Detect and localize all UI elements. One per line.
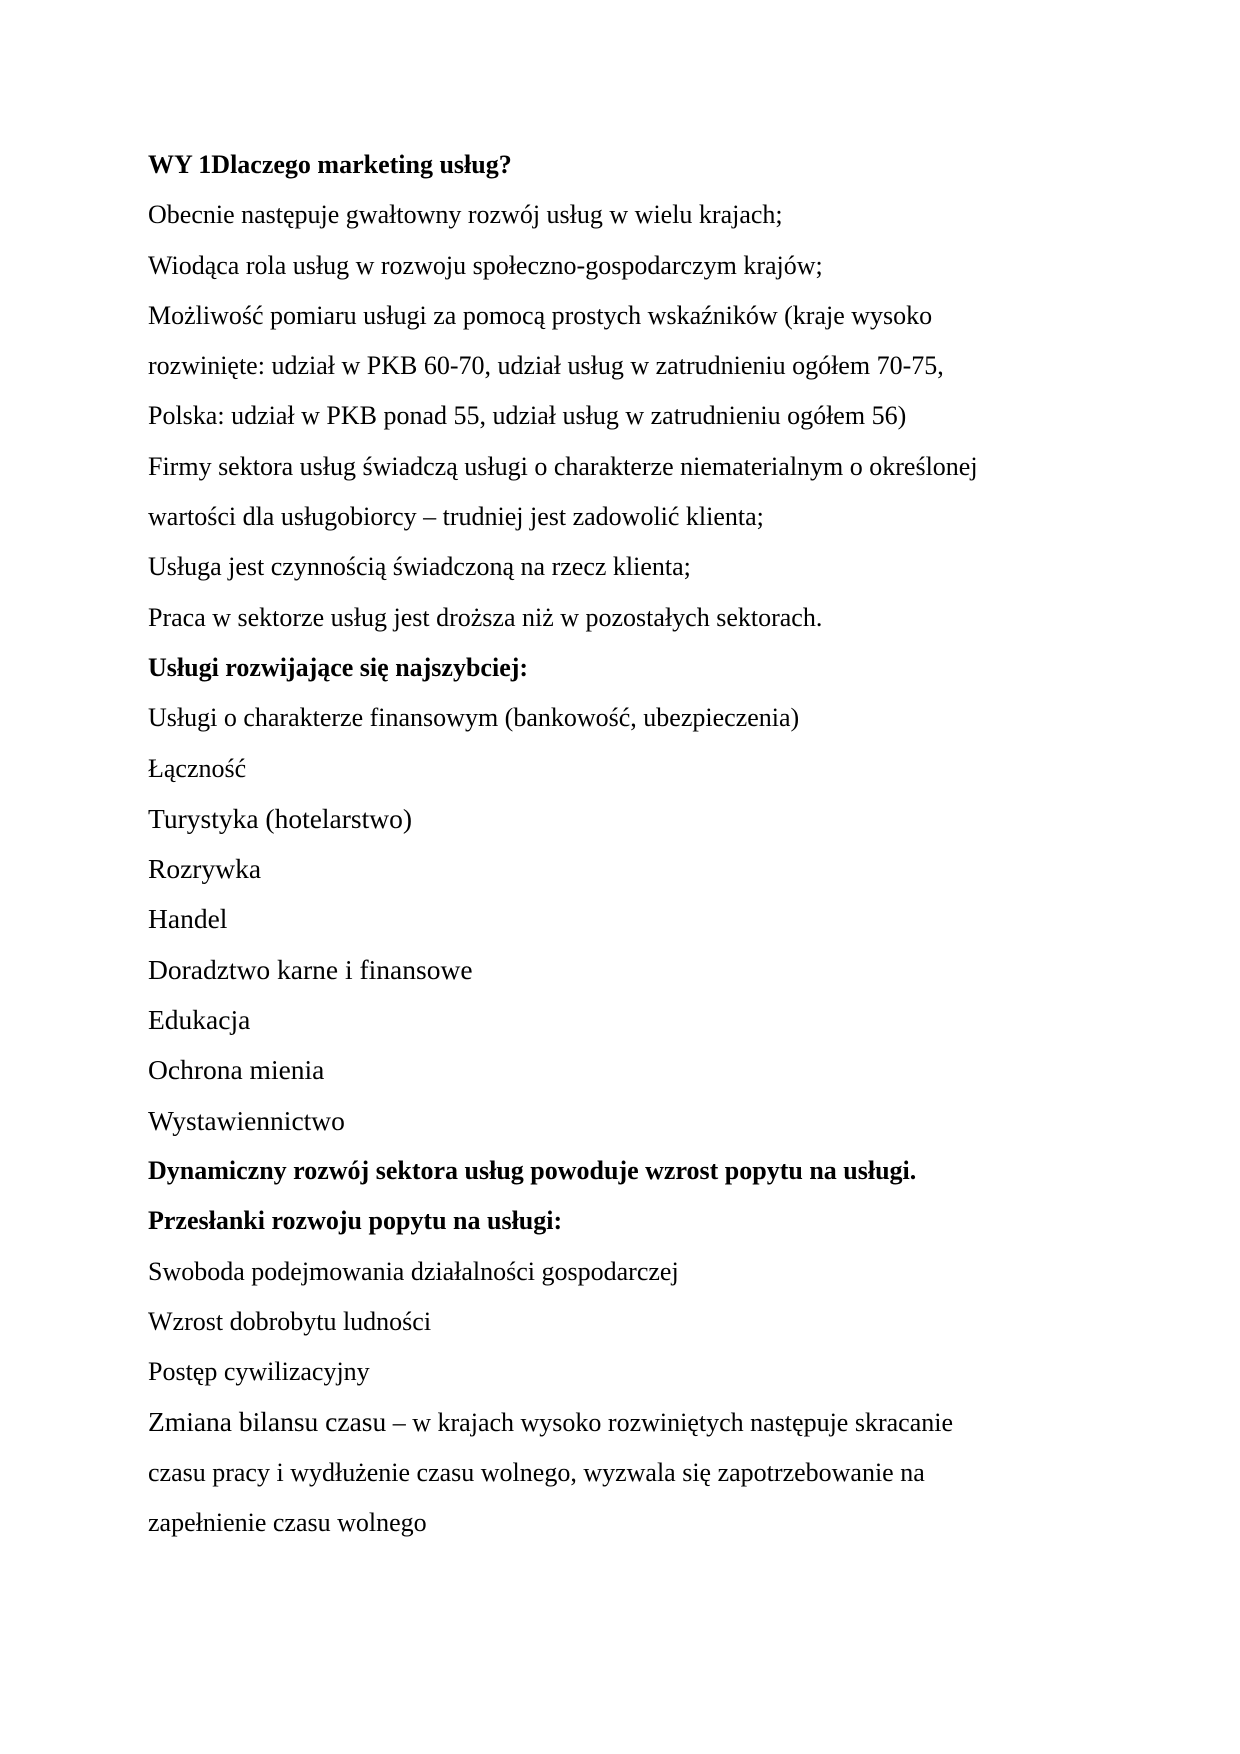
time-balance-line xyxy=(148,1397,1148,1447)
list-item: Handel xyxy=(148,903,228,935)
paragraph-line: Usługa jest czynnością świadczoną na rzecz klienta; xyxy=(148,552,691,582)
list-item: Łączność xyxy=(148,753,247,783)
paragraph-line: zapełnienie czasu wolnego xyxy=(148,1508,427,1538)
list-item: Swoboda podejmowania działalności gospodarczej xyxy=(148,1256,679,1286)
time-balance-text: – w krajach wysoko rozwiniętych następuje skracanie xyxy=(386,1408,953,1438)
section-heading-fastest: Usługi rozwijające się najszybciej: xyxy=(148,652,529,682)
list-item: Usługi o charakterze finansowym (bankowość, ubezpieczenia) xyxy=(148,703,800,733)
paragraph-line: czasu pracy i wydłużenie czasu wolnego, wyzwala się zapotrzebowanie na xyxy=(148,1457,925,1487)
list-item: Ochrona mienia xyxy=(148,1054,325,1086)
list-item: Rozrywka xyxy=(148,853,262,885)
document-title: WY 1Dlaczego marketing usług? xyxy=(148,150,512,179)
list-item: Postęp cywilizacyjny xyxy=(148,1357,370,1387)
list-item: Wystawiennictwo xyxy=(148,1104,345,1136)
time-balance-term: Zmiana bilansu czasu xyxy=(148,1406,387,1438)
paragraph-line: Wiodąca rola usług w rozwoju społeczno-gospodarczym krajów; xyxy=(148,250,823,280)
paragraph-line: Możliwość pomiaru usługi za pomocą prostych wskaźników (kraje wysoko xyxy=(148,300,933,330)
paragraph-line: Obecnie następuje gwałtowny rozwój usług w wielu krajach; xyxy=(148,200,783,230)
paragraph-line: rozwinięte: udział w PKB 60-70, udział usług w zatrudnieniu ogółem 70-75, xyxy=(148,351,944,381)
paragraph-line: Firmy sektora usług świadczą usługi o charakterze niematerialnym o określonej xyxy=(148,451,978,481)
list-item: Edukacja xyxy=(148,1004,251,1036)
list-item: Wzrost dobrobytu ludności xyxy=(148,1306,432,1336)
statement-dynamic: Dynamiczny rozwój sektora usług powoduje wzrost popytu na usługi. xyxy=(148,1155,917,1185)
paragraph-line: Praca w sektorze usług jest droższa niż w pozostałych sektorach. xyxy=(148,602,823,632)
paragraph-line: wartości dla usługobiorcy – trudniej jest zadowolić klienta; xyxy=(148,502,764,532)
document-page xyxy=(148,140,1148,1548)
paragraph-line: Polska: udział w PKB ponad 55, udział usług w zatrudnieniu ogółem 56) xyxy=(148,401,907,431)
section-heading-premises: Przesłanki rozwoju popytu na usługi: xyxy=(148,1206,563,1236)
list-item: Turystyka (hotelarstwo) xyxy=(148,802,413,834)
list-item: Doradztwo karne i finansowe xyxy=(148,953,473,985)
